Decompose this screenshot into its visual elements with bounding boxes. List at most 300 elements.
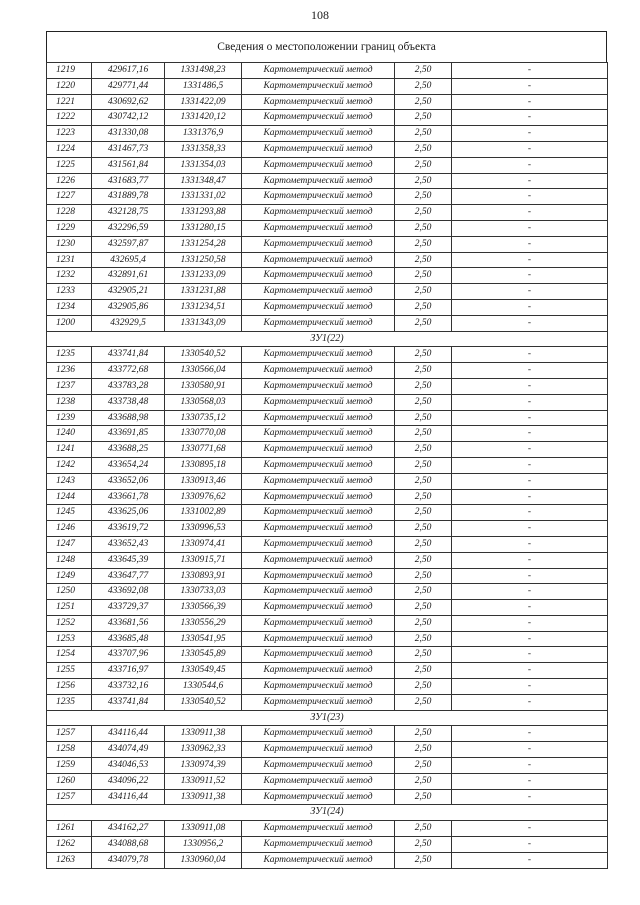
cell-method: Картометрический метод [242, 615, 395, 631]
cell-accuracy: 2,50 [395, 505, 452, 521]
cell-method: Картометрический метод [242, 821, 395, 837]
cell-coord-x: 431561,84 [92, 157, 165, 173]
cell-coord-x: 432929,5 [92, 315, 165, 331]
cell-coord-y: 1331234,51 [165, 299, 242, 315]
table-header-title: Сведения о местоположении границ объекта [46, 31, 607, 62]
cell-point-number: 1257 [47, 789, 92, 805]
cell-point-number: 1243 [47, 473, 92, 489]
table-row [47, 78, 608, 94]
cell-accuracy: 2,50 [395, 663, 452, 679]
cell-description: - [452, 126, 608, 142]
cell-accuracy: 2,50 [395, 189, 452, 205]
cell-point-number: 1259 [47, 758, 92, 774]
cell-point-number: 1238 [47, 394, 92, 410]
cell-method: Картометрический метод [242, 663, 395, 679]
cell-accuracy: 2,50 [395, 363, 452, 379]
cell-point-number: 1236 [47, 363, 92, 379]
cell-coord-x: 433707,96 [92, 647, 165, 663]
table-row [47, 442, 608, 458]
cell-description: - [452, 552, 608, 568]
cell-description: - [452, 600, 608, 616]
cell-method: Картометрический метод [242, 157, 395, 173]
cell-description: - [452, 268, 608, 284]
page-number: 108 [311, 8, 329, 22]
cell-method: Картометрический метод [242, 852, 395, 868]
cell-coord-x: 432597,87 [92, 236, 165, 252]
cell-method: Картометрический метод [242, 679, 395, 695]
table-row [47, 315, 608, 331]
table-row [47, 663, 608, 679]
cell-coord-x: 434074,49 [92, 742, 165, 758]
cell-accuracy: 2,50 [395, 837, 452, 853]
cell-accuracy: 2,50 [395, 473, 452, 489]
cell-coord-x: 433619,72 [92, 521, 165, 537]
cell-accuracy: 2,50 [395, 442, 452, 458]
cell-coord-x: 431889,78 [92, 189, 165, 205]
cell-method: Картометрический метод [242, 268, 395, 284]
cell-point-number: 1225 [47, 157, 92, 173]
cell-coord-x: 429771,44 [92, 78, 165, 94]
table-row [47, 568, 608, 584]
section-row [47, 710, 608, 726]
cell-description: - [452, 157, 608, 173]
section-label: ЗУ1(23) [47, 710, 608, 726]
cell-point-number: 1226 [47, 173, 92, 189]
table-row [47, 126, 608, 142]
cell-point-number: 1263 [47, 852, 92, 868]
cell-method: Картометрический метод [242, 284, 395, 300]
cell-description: - [452, 505, 608, 521]
cell-point-number: 1233 [47, 284, 92, 300]
cell-point-number: 1200 [47, 315, 92, 331]
cell-description: - [452, 284, 608, 300]
cell-coord-y: 1330962,33 [165, 742, 242, 758]
cell-coord-y: 1330568,03 [165, 394, 242, 410]
cell-coord-y: 1330960,04 [165, 852, 242, 868]
cell-coord-y: 1331231,88 [165, 284, 242, 300]
table-row [47, 299, 608, 315]
cell-description: - [452, 742, 608, 758]
cell-coord-y: 1330540,52 [165, 694, 242, 710]
cell-coord-x: 434116,44 [92, 726, 165, 742]
cell-method: Картометрический метод [242, 552, 395, 568]
cell-point-number: 1244 [47, 489, 92, 505]
cell-point-number: 1245 [47, 505, 92, 521]
cell-coord-x: 434079,78 [92, 852, 165, 868]
cell-description: - [452, 110, 608, 126]
cell-coord-y: 1331354,03 [165, 157, 242, 173]
cell-coord-x: 433688,25 [92, 442, 165, 458]
cell-accuracy: 2,50 [395, 315, 452, 331]
cell-coord-y: 1331293,88 [165, 205, 242, 221]
cell-coord-x: 433652,43 [92, 536, 165, 552]
cell-accuracy: 2,50 [395, 236, 452, 252]
cell-point-number: 1229 [47, 220, 92, 236]
cell-coord-y: 1330770,08 [165, 426, 242, 442]
table-row [47, 284, 608, 300]
table-row [47, 94, 608, 110]
section-row [47, 805, 608, 821]
section-label: ЗУ1(24) [47, 805, 608, 821]
cell-accuracy: 2,50 [395, 600, 452, 616]
cell-coord-x: 433716,97 [92, 663, 165, 679]
cell-coord-x: 430742,12 [92, 110, 165, 126]
cell-coord-x: 432128,75 [92, 205, 165, 221]
cell-method: Картометрический метод [242, 442, 395, 458]
cell-point-number: 1261 [47, 821, 92, 837]
cell-description: - [452, 584, 608, 600]
cell-coord-x: 434088,68 [92, 837, 165, 853]
cell-description: - [452, 647, 608, 663]
cell-coord-x: 432695,4 [92, 252, 165, 268]
cell-coord-y: 1331358,33 [165, 141, 242, 157]
cell-coord-y: 1330976,62 [165, 489, 242, 505]
cell-coord-y: 1330556,29 [165, 615, 242, 631]
cell-description: - [452, 663, 608, 679]
cell-accuracy: 2,50 [395, 126, 452, 142]
cell-description: - [452, 299, 608, 315]
cell-method: Картометрический метод [242, 126, 395, 142]
cell-description: - [452, 789, 608, 805]
table-row [47, 378, 608, 394]
cell-description: - [452, 442, 608, 458]
cell-coord-x: 431467,73 [92, 141, 165, 157]
cell-coord-x: 434162,27 [92, 821, 165, 837]
cell-description: - [452, 205, 608, 221]
cell-coord-x: 430692,62 [92, 94, 165, 110]
table-row [47, 837, 608, 853]
cell-method: Картометрический метод [242, 363, 395, 379]
cell-point-number: 1220 [47, 78, 92, 94]
cell-method: Картометрический метод [242, 489, 395, 505]
cell-point-number: 1240 [47, 426, 92, 442]
cell-coord-y: 1330566,04 [165, 363, 242, 379]
table-row [47, 726, 608, 742]
cell-method: Картометрический метод [242, 647, 395, 663]
cell-coord-x: 432296,59 [92, 220, 165, 236]
cell-description: - [452, 631, 608, 647]
cell-accuracy: 2,50 [395, 679, 452, 695]
cell-coord-y: 1330911,08 [165, 821, 242, 837]
cell-coord-y: 1330996,53 [165, 521, 242, 537]
cell-method: Картометрический метод [242, 141, 395, 157]
cell-accuracy: 2,50 [395, 631, 452, 647]
cell-description: - [452, 141, 608, 157]
cell-point-number: 1241 [47, 442, 92, 458]
cell-coord-x: 432905,21 [92, 284, 165, 300]
cell-point-number: 1246 [47, 521, 92, 537]
cell-coord-y: 1330771,68 [165, 442, 242, 458]
cell-description: - [452, 410, 608, 426]
cell-coord-x: 433732,16 [92, 679, 165, 695]
cell-description: - [452, 220, 608, 236]
table-row [47, 173, 608, 189]
cell-method: Картометрический метод [242, 837, 395, 853]
cell-point-number: 1230 [47, 236, 92, 252]
cell-description: - [452, 489, 608, 505]
cell-coord-x: 433741,84 [92, 694, 165, 710]
cell-description: - [452, 694, 608, 710]
cell-method: Картометрический метод [242, 426, 395, 442]
table-row [47, 631, 608, 647]
cell-method: Картометрический метод [242, 63, 395, 79]
cell-accuracy: 2,50 [395, 157, 452, 173]
cell-coord-y: 1330541,95 [165, 631, 242, 647]
cell-coord-y: 1331002,89 [165, 505, 242, 521]
cell-coord-y: 1330733,03 [165, 584, 242, 600]
cell-coord-y: 1331376,9 [165, 126, 242, 142]
cell-coord-x: 429617,16 [92, 63, 165, 79]
cell-accuracy: 2,50 [395, 94, 452, 110]
cell-method: Картометрический метод [242, 473, 395, 489]
cell-coord-y: 1330974,41 [165, 536, 242, 552]
cell-point-number: 1235 [47, 347, 92, 363]
table-row [47, 457, 608, 473]
cell-point-number: 1256 [47, 679, 92, 695]
cell-accuracy: 2,50 [395, 568, 452, 584]
cell-description: - [452, 773, 608, 789]
cell-description: - [452, 63, 608, 79]
cell-point-number: 1221 [47, 94, 92, 110]
cell-accuracy: 2,50 [395, 742, 452, 758]
cell-point-number: 1252 [47, 615, 92, 631]
cell-point-number: 1237 [47, 378, 92, 394]
cell-description: - [452, 78, 608, 94]
cell-method: Картометрический метод [242, 236, 395, 252]
cell-point-number: 1249 [47, 568, 92, 584]
table-row [47, 742, 608, 758]
table-row [47, 773, 608, 789]
cell-point-number: 1228 [47, 205, 92, 221]
section-label: ЗУ1(22) [47, 331, 608, 347]
cell-method: Картометрический метод [242, 173, 395, 189]
table-row [47, 426, 608, 442]
cell-coord-x: 433692,08 [92, 584, 165, 600]
cell-method: Картометрический метод [242, 205, 395, 221]
cell-point-number: 1262 [47, 837, 92, 853]
cell-coord-x: 433681,56 [92, 615, 165, 631]
cell-point-number: 1223 [47, 126, 92, 142]
cell-description: - [452, 236, 608, 252]
cell-accuracy: 2,50 [395, 410, 452, 426]
cell-accuracy: 2,50 [395, 205, 452, 221]
cell-coord-x: 433738,48 [92, 394, 165, 410]
cell-coord-y: 1331250,58 [165, 252, 242, 268]
cell-method: Картометрический метод [242, 726, 395, 742]
table-row [47, 505, 608, 521]
cell-description: - [452, 473, 608, 489]
cell-accuracy: 2,50 [395, 78, 452, 94]
cell-accuracy: 2,50 [395, 284, 452, 300]
cell-coord-x: 433772,68 [92, 363, 165, 379]
cell-point-number: 1219 [47, 63, 92, 79]
cell-description: - [452, 94, 608, 110]
cell-coord-x: 431330,08 [92, 126, 165, 142]
table-row [47, 758, 608, 774]
cell-point-number: 1227 [47, 189, 92, 205]
cell-point-number: 1247 [47, 536, 92, 552]
cell-point-number: 1232 [47, 268, 92, 284]
cell-description: - [452, 173, 608, 189]
cell-point-number: 1255 [47, 663, 92, 679]
cell-coord-x: 433661,78 [92, 489, 165, 505]
boundary-document [46, 31, 607, 869]
cell-accuracy: 2,50 [395, 694, 452, 710]
cell-coord-y: 1330911,38 [165, 789, 242, 805]
cell-coord-x: 433647,77 [92, 568, 165, 584]
cell-method: Картометрический метод [242, 94, 395, 110]
cell-description: - [452, 837, 608, 853]
cell-coord-y: 1330540,52 [165, 347, 242, 363]
cell-coord-y: 1331486,5 [165, 78, 242, 94]
cell-description: - [452, 426, 608, 442]
cell-point-number: 1234 [47, 299, 92, 315]
cell-accuracy: 2,50 [395, 773, 452, 789]
cell-accuracy: 2,50 [395, 584, 452, 600]
cell-coord-x: 433783,28 [92, 378, 165, 394]
cell-coord-x: 433645,39 [92, 552, 165, 568]
cell-description: - [452, 852, 608, 868]
cell-coord-y: 1331331,02 [165, 189, 242, 205]
cell-coord-y: 1331280,15 [165, 220, 242, 236]
cell-description: - [452, 457, 608, 473]
cell-accuracy: 2,50 [395, 821, 452, 837]
cell-coord-y: 1331498,23 [165, 63, 242, 79]
cell-method: Картометрический метод [242, 505, 395, 521]
cell-method: Картометрический метод [242, 758, 395, 774]
cell-accuracy: 2,50 [395, 141, 452, 157]
cell-method: Картометрический метод [242, 410, 395, 426]
cell-accuracy: 2,50 [395, 110, 452, 126]
cell-description: - [452, 378, 608, 394]
cell-description: - [452, 615, 608, 631]
cell-point-number: 1258 [47, 742, 92, 758]
table-row [47, 536, 608, 552]
table-row [47, 394, 608, 410]
table-row [47, 473, 608, 489]
cell-coord-y: 1330549,45 [165, 663, 242, 679]
cell-coord-y: 1331422,09 [165, 94, 242, 110]
cell-coord-x: 431683,77 [92, 173, 165, 189]
cell-point-number: 1239 [47, 410, 92, 426]
table-row [47, 141, 608, 157]
cell-description: - [452, 568, 608, 584]
cell-coord-x: 433729,37 [92, 600, 165, 616]
cell-method: Картометрический метод [242, 789, 395, 805]
cell-coord-x: 433625,06 [92, 505, 165, 521]
cell-method: Картометрический метод [242, 694, 395, 710]
cell-accuracy: 2,50 [395, 347, 452, 363]
cell-accuracy: 2,50 [395, 299, 452, 315]
table-row [47, 552, 608, 568]
cell-method: Картометрический метод [242, 110, 395, 126]
cell-accuracy: 2,50 [395, 457, 452, 473]
cell-method: Картометрический метод [242, 378, 395, 394]
cell-point-number: 1224 [47, 141, 92, 157]
cell-method: Картометрический метод [242, 394, 395, 410]
table-row [47, 157, 608, 173]
cell-accuracy: 2,50 [395, 489, 452, 505]
cell-coord-y: 1330895,18 [165, 457, 242, 473]
table-row [47, 252, 608, 268]
cell-point-number: 1254 [47, 647, 92, 663]
table-row [47, 647, 608, 663]
cell-point-number: 1257 [47, 726, 92, 742]
cell-method: Картометрический метод [242, 252, 395, 268]
cell-coord-y: 1331348,47 [165, 173, 242, 189]
table-row [47, 821, 608, 837]
cell-description: - [452, 521, 608, 537]
cell-coord-x: 434046,53 [92, 758, 165, 774]
cell-coord-y: 1330735,12 [165, 410, 242, 426]
table-row [47, 189, 608, 205]
cell-method: Картометрический метод [242, 347, 395, 363]
table-row [47, 410, 608, 426]
cell-point-number: 1253 [47, 631, 92, 647]
coordinates-table-body [47, 63, 608, 869]
cell-accuracy: 2,50 [395, 63, 452, 79]
cell-description: - [452, 315, 608, 331]
cell-description: - [452, 363, 608, 379]
cell-point-number: 1231 [47, 252, 92, 268]
cell-coord-y: 1330974,39 [165, 758, 242, 774]
table-row [47, 63, 608, 79]
table-row [47, 679, 608, 695]
table-row [47, 584, 608, 600]
table-row [47, 236, 608, 252]
table-row [47, 615, 608, 631]
cell-coord-y: 1331233,09 [165, 268, 242, 284]
section-row [47, 331, 608, 347]
cell-coord-y: 1330915,71 [165, 552, 242, 568]
cell-coord-y: 1330956,2 [165, 837, 242, 853]
cell-accuracy: 2,50 [395, 552, 452, 568]
cell-description: - [452, 726, 608, 742]
cell-method: Картометрический метод [242, 78, 395, 94]
cell-accuracy: 2,50 [395, 173, 452, 189]
cell-method: Картометрический метод [242, 600, 395, 616]
cell-method: Картометрический метод [242, 220, 395, 236]
coordinates-table [46, 62, 608, 869]
table-row [47, 489, 608, 505]
cell-method: Картометрический метод [242, 521, 395, 537]
cell-coord-y: 1330566,39 [165, 600, 242, 616]
cell-method: Картометрический метод [242, 457, 395, 473]
cell-description: - [452, 347, 608, 363]
cell-point-number: 1248 [47, 552, 92, 568]
cell-coord-y: 1330545,89 [165, 647, 242, 663]
cell-description: - [452, 821, 608, 837]
table-row [47, 789, 608, 805]
cell-method: Картометрический метод [242, 584, 395, 600]
cell-coord-y: 1330911,52 [165, 773, 242, 789]
cell-method: Картометрический метод [242, 536, 395, 552]
table-row [47, 521, 608, 537]
cell-coord-x: 434116,44 [92, 789, 165, 805]
cell-accuracy: 2,50 [395, 647, 452, 663]
cell-coord-y: 1331254,28 [165, 236, 242, 252]
cell-coord-x: 432891,61 [92, 268, 165, 284]
cell-coord-y: 1330544,6 [165, 679, 242, 695]
cell-coord-y: 1330911,38 [165, 726, 242, 742]
cell-accuracy: 2,50 [395, 789, 452, 805]
table-row [47, 110, 608, 126]
cell-coord-y: 1330893,91 [165, 568, 242, 584]
cell-method: Картометрический метод [242, 568, 395, 584]
cell-method: Картометрический метод [242, 773, 395, 789]
cell-method: Картометрический метод [242, 189, 395, 205]
cell-accuracy: 2,50 [395, 615, 452, 631]
